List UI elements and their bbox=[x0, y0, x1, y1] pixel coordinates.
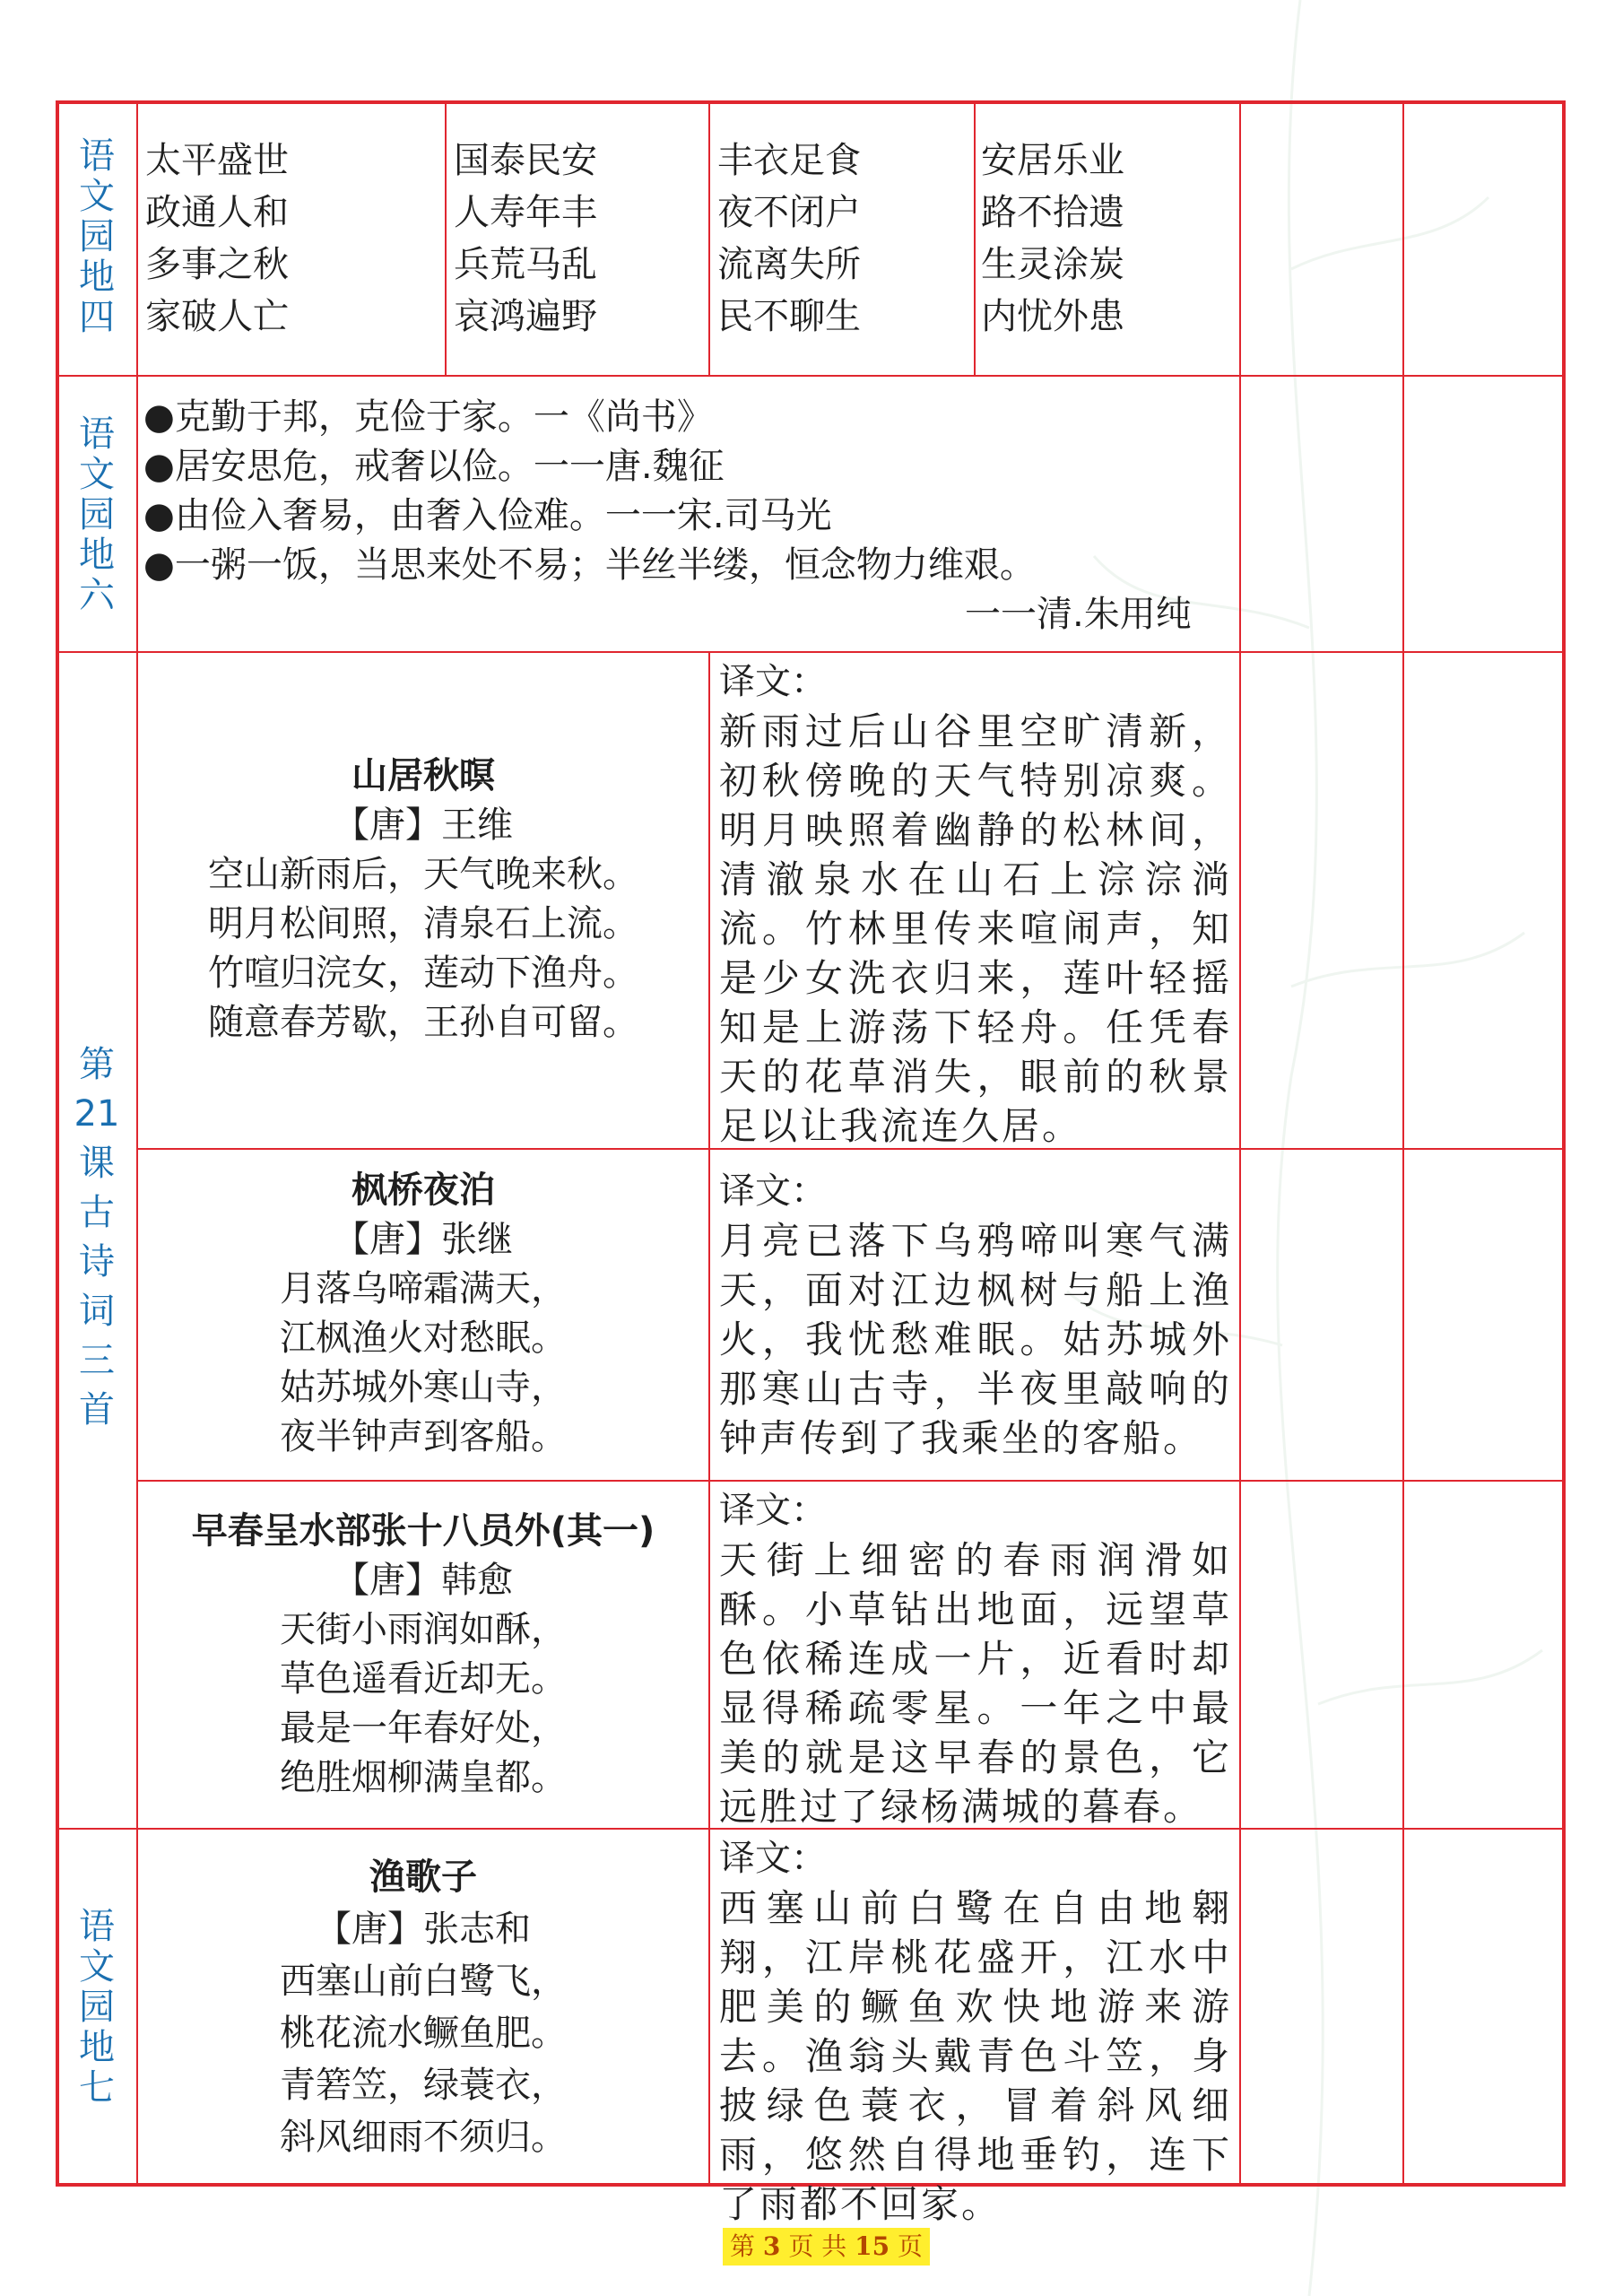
section-label-char: 语 bbox=[79, 413, 115, 455]
grid-line bbox=[1239, 100, 1241, 2187]
idiom: 内忧外患 bbox=[981, 296, 1124, 337]
translation-shanju-qiuming bbox=[719, 657, 1232, 1151]
section-label-yuwen-six bbox=[59, 414, 135, 616]
idiom: 路不拾遗 bbox=[981, 192, 1124, 233]
translation-text: 月亮已落下乌鸦啼叫寒气满天，面对江边枫树与船上渔火，我忧愁难眠。姑苏城外那寒山古寺，半夜里敲响的钟声传到了我乘坐的客船。 bbox=[719, 1219, 1232, 1460]
section-label-yuwen-four bbox=[59, 136, 135, 338]
poem-zaochun bbox=[138, 1507, 708, 1803]
page-suffix: 页 bbox=[898, 2231, 924, 2261]
page-prefix: 第 bbox=[730, 2231, 756, 2261]
section-label-char: 地 bbox=[79, 535, 115, 576]
section-label-char: 文 bbox=[79, 176, 115, 217]
current-page: 3 bbox=[762, 2231, 781, 2261]
page-number bbox=[723, 2228, 930, 2266]
translation-yugezi bbox=[719, 1833, 1232, 2229]
idiom: 民不聊生 bbox=[717, 296, 861, 337]
page-mid: 页 共 bbox=[788, 2231, 847, 2261]
idiom: 哀鸿遍野 bbox=[454, 296, 597, 337]
poem-line: 江枫渔火对愁眠。 bbox=[280, 1318, 567, 1359]
idiom: 生灵涂炭 bbox=[981, 244, 1124, 285]
grid-line bbox=[56, 375, 1566, 377]
poem-fengqiao-yebo bbox=[138, 1166, 708, 1462]
section-label-char: 地 bbox=[79, 257, 115, 298]
idiom: 夜不闭户 bbox=[717, 192, 861, 233]
poem-line: 随意春芳歇，王孙自可留。 bbox=[208, 1002, 638, 1043]
idiom-column-4 bbox=[981, 135, 1124, 343]
section-label-char: 课 bbox=[79, 1143, 115, 1184]
poem-line: 西塞山前白鹭飞， bbox=[280, 1961, 567, 2002]
total-pages: 15 bbox=[855, 2231, 890, 2261]
quote: ●由俭入奢易，由奢入俭难。一一宋.司马光 bbox=[143, 495, 832, 536]
translation-label: 译文： bbox=[719, 1838, 827, 1879]
section-label-char: 文 bbox=[79, 454, 115, 495]
poem-line: 月落乌啼霜满天， bbox=[280, 1268, 567, 1309]
translation-label: 译文： bbox=[719, 661, 827, 702]
poem-line: 草色遥看近却无。 bbox=[280, 1658, 567, 1700]
idiom: 流离失所 bbox=[717, 244, 861, 285]
idiom: 国泰民安 bbox=[454, 140, 597, 181]
poem-shanju-qiuming bbox=[138, 752, 708, 1048]
poem-line: 青箬笠，绿蓑衣， bbox=[280, 2065, 567, 2106]
section-label-char: 21 bbox=[74, 1093, 120, 1135]
idiom: 太平盛世 bbox=[145, 140, 289, 181]
section-label-char: 三 bbox=[79, 1340, 115, 1381]
section-label-char: 园 bbox=[79, 216, 115, 257]
translation-label: 译文： bbox=[719, 1170, 827, 1212]
section-label-char: 园 bbox=[79, 494, 115, 535]
section-label-char: 首 bbox=[79, 1389, 115, 1431]
translation-text: 新雨过后山谷里空旷清新，初秋傍晚的天气特别凉爽。明月映照着幽静的松林间，清澈泉水在山石上淙淙淌流。竹林里传来喧闹声，知是少女洗衣归来，莲叶轻摇知是上游荡下轻舟。任凭春天的花草消失，眼前的秋景足以让我流连久居。 bbox=[719, 709, 1232, 1148]
section-label-char: 诗 bbox=[79, 1241, 115, 1283]
idiom-column-2 bbox=[454, 135, 597, 343]
idiom: 安居乐业 bbox=[981, 140, 1124, 181]
quote: ●克勤于邦，克俭于家。一《尚书》 bbox=[143, 396, 713, 438]
poem-line: 夜半钟声到客船。 bbox=[280, 1416, 567, 1457]
section-label-char: 六 bbox=[79, 575, 115, 616]
quote: ●一粥一饭，当思来处不易；半丝半缕，恒念物力维艰。 bbox=[143, 544, 1036, 586]
poem-author: 【唐】张志和 bbox=[316, 1909, 531, 1950]
quote: ●居安思危，戒奢以俭。一一唐.魏征 bbox=[143, 446, 725, 487]
section-label-char: 古 bbox=[79, 1192, 115, 1233]
translation-label: 译文： bbox=[719, 1490, 827, 1531]
grid-line bbox=[708, 651, 710, 2187]
idiom: 家破人亡 bbox=[145, 296, 289, 337]
poem-title: 山居秋暝 bbox=[352, 755, 495, 796]
grid-line bbox=[708, 100, 710, 375]
grid-line bbox=[445, 100, 447, 375]
poem-author: 【唐】张继 bbox=[334, 1219, 513, 1260]
poem-line: 天街小雨润如酥， bbox=[280, 1609, 567, 1650]
section-label-yuwen-seven bbox=[59, 1907, 135, 2109]
poem-author: 【唐】韩愈 bbox=[334, 1560, 513, 1601]
quotes-block bbox=[143, 393, 1192, 639]
poem-line: 绝胜烟柳满皇都。 bbox=[280, 1757, 567, 1798]
poem-line: 桃花流水鳜鱼肥。 bbox=[280, 2013, 567, 2054]
poem-author: 【唐】王维 bbox=[334, 804, 513, 846]
poem-line: 竹喧归浣女，莲动下渔舟。 bbox=[208, 952, 638, 994]
grid-line bbox=[56, 651, 1566, 653]
idiom-column-3 bbox=[717, 135, 861, 343]
section-label-char: 语 bbox=[79, 1906, 115, 1947]
idiom: 人寿年丰 bbox=[454, 192, 597, 233]
translation-text: 天街上细密的春雨润滑如酥。小草钻出地面，远望草色依稀连成一片，近看时却显得稀疏零星。一年之中最美的就是这早春的景色，它远胜过了绿杨满城的暮春。 bbox=[719, 1538, 1232, 1829]
quote-source: 一一清.朱用纯 bbox=[965, 594, 1192, 635]
section-label-char: 第 bbox=[79, 1044, 115, 1085]
poem-line: 明月松间照，清泉石上流。 bbox=[208, 903, 638, 944]
section-label-char: 词 bbox=[79, 1291, 115, 1332]
poem-yugezi bbox=[138, 1851, 708, 2163]
poem-line: 姑苏城外寒山寺， bbox=[280, 1367, 567, 1408]
section-label-char: 七 bbox=[79, 2067, 115, 2109]
grid-line bbox=[1402, 100, 1404, 2187]
poem-title: 枫桥夜泊 bbox=[352, 1170, 495, 1211]
idiom: 兵荒马乱 bbox=[454, 244, 597, 285]
poem-line: 最是一年春好处， bbox=[280, 1708, 567, 1749]
section-label-char: 四 bbox=[79, 297, 115, 338]
translation-fengqiao-yebo bbox=[719, 1166, 1232, 1463]
grid-line bbox=[974, 100, 976, 375]
poem-line: 斜风细雨不须归。 bbox=[280, 2117, 567, 2158]
section-label-lesson-21 bbox=[59, 1040, 135, 1435]
poem-title: 渔歌子 bbox=[369, 1857, 477, 1898]
poem-line: 空山新雨后，天气晚来秋。 bbox=[208, 854, 638, 895]
idiom: 丰衣足食 bbox=[717, 140, 861, 181]
idiom-column-1 bbox=[145, 135, 289, 343]
idiom: 政通人和 bbox=[145, 192, 289, 233]
section-label-char: 文 bbox=[79, 1946, 115, 1987]
translation-zaochun bbox=[719, 1485, 1232, 1831]
section-label-char: 语 bbox=[79, 135, 115, 177]
section-label-char: 园 bbox=[79, 1987, 115, 2028]
idiom: 多事之秋 bbox=[145, 244, 289, 285]
section-label-char: 地 bbox=[79, 2027, 115, 2068]
translation-text: 西塞山前白鹭在自由地翱翔，江岸桃花盛开，江水中肥美的鳜鱼欢快地游来游去。渔翁头戴青色斗笠，身披绿色蓑衣，冒着斜风细雨，悠然自得地垂钓，连下了雨都不回家。 bbox=[719, 1886, 1232, 2226]
poem-title: 早春呈水部张十八员外(其一) bbox=[191, 1510, 655, 1552]
grid-line bbox=[136, 1480, 1566, 1482]
